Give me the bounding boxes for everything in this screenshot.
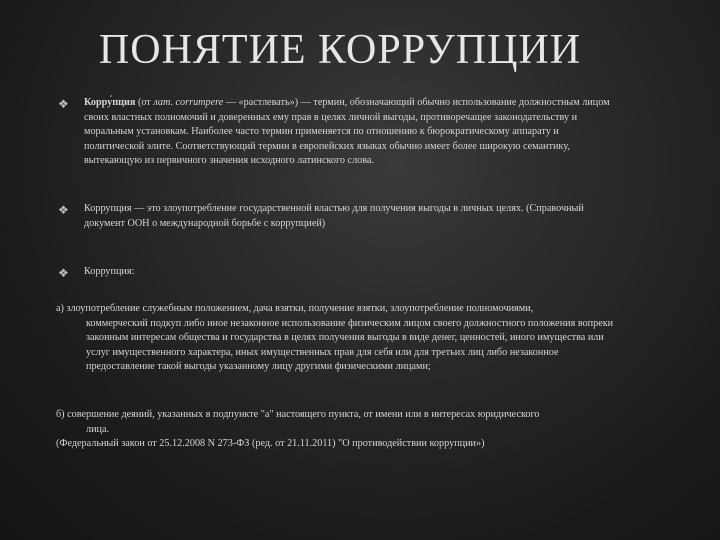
bullet-definition-text: [84, 96, 618, 169]
term-word: Корру́пция: [84, 97, 136, 108]
paragraph-b-first-line: б) совершение деяний, указанных в подпункте "а" настоящего пункта, от имени или в интересах юридического: [56, 409, 540, 420]
paragraph-a-body: коммерческий подкуп либо иное незаконное использование физическим лицом своего должностного положения вопреки законным интересам общества и государства в целях получения выгоды в виде денег, ценностей, иного имущества или услуг имущественного характера, иных имущественных прав для себя или для третьих лиц либо незаконное предоставление такой выгоды указанному лицу другими физическими лицами;: [86, 317, 614, 372]
definition-open: (от: [135, 97, 154, 108]
bullet-icon: ❖: [58, 203, 69, 217]
paragraph-a-first-line: а) злоупотребление служебным положением, дача взятки, получение взятки, злоупотребление полномочиями,: [56, 303, 534, 314]
bullet-law-heading-text: Коррупция:: [84, 266, 135, 277]
slide-title: ПОНЯТИЕ КОРРУПЦИИ: [98, 27, 582, 73]
bullet-un-text: Коррупция — это злоупотребление государственной властью для получения выгоды в личных целях. (Справочный документ ООН о международной борьбе с коррупцией): [84, 203, 584, 229]
latin-origin: лат. corrumpere: [153, 97, 224, 108]
law-source: (Федеральный закон от 25.12.2008 N 273-ФЗ (ред. от 21.11.2011) "О противодействии коррупции»): [56, 438, 485, 449]
paragraph-b: [56, 408, 616, 452]
paragraph-b-second-line: лица.: [86, 423, 110, 435]
bullet-un-definition: [58, 202, 618, 231]
bullet-definition: [58, 96, 618, 169]
paragraph-a: [56, 302, 616, 375]
bullet-icon: ❖: [58, 97, 69, 111]
bullet-law-heading: [58, 265, 618, 281]
bullet-icon: ❖: [58, 266, 69, 280]
definition-rest: — «растлевать») — термин, обозначающий обычно использование должностным лицом своих властных полномочий и доверенных ему прав в целях личной выгоды, противоречащее законодательству и моральным установкам. Наиболее часто термин применяется по отношению к бюрократическому аппарату и политической элите. Соответствующий термин в европейских языках обычно имеет более широкую семантику, вытекающую из первичного значения исходного латинского слова.: [84, 97, 610, 166]
